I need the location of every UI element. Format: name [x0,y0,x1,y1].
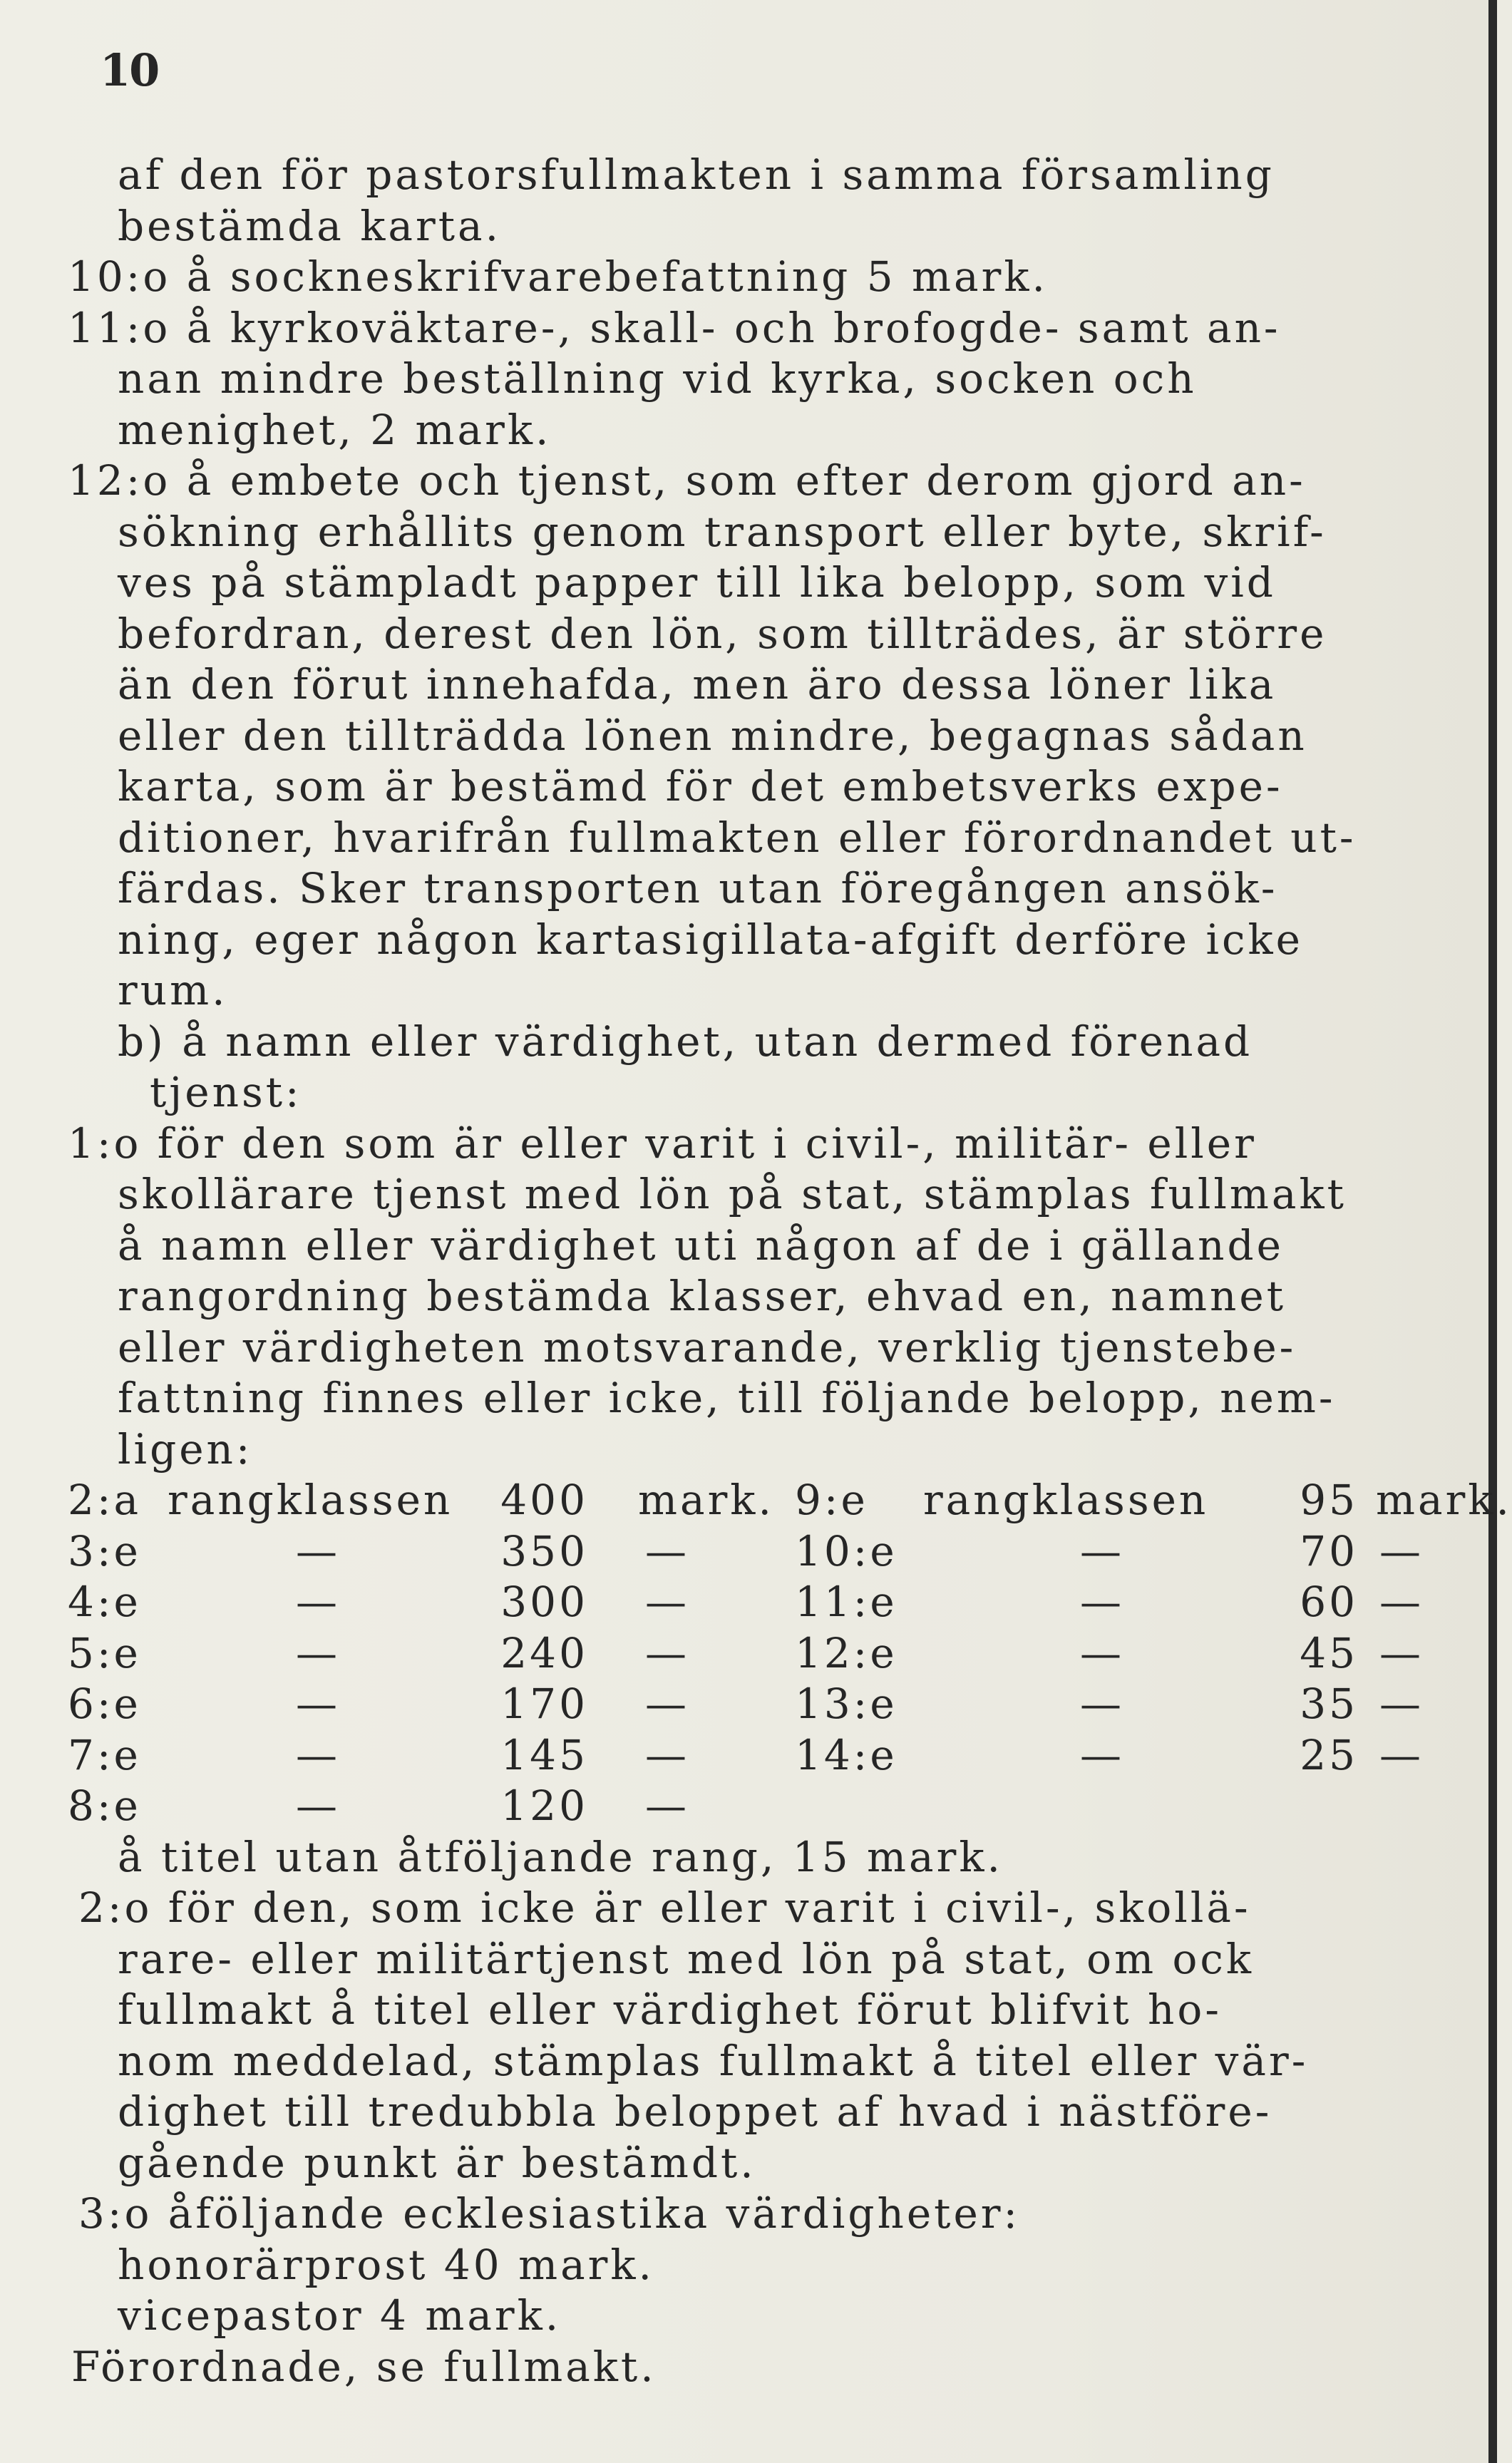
text-line: af den för pastorsfullmakten i samma församling [118,150,1275,199]
table-cell: — [1080,1628,1124,1677]
table-cell: 10:e [795,1526,898,1575]
table-cell: 240 [500,1628,588,1677]
text-line: ligen: [118,1424,253,1474]
table-cell: 6:e [68,1680,141,1728]
rank-table [68,1475,1512,1832]
page-edge [1488,0,1497,2463]
table-cell: 12:e [795,1628,898,1677]
text-line: fattning finnes eller icke, till följande belopp, nem- [118,1374,1336,1422]
table-cell: — [1080,1578,1124,1626]
text-line: 12:o å embete och tjenst, som efter derom gjord an- [68,456,1306,505]
text-line: än den förut innehafda, men äro dessa löner lika [118,660,1277,709]
text-line: sökning erhållits genom transport eller byte, skrif- [118,507,1327,556]
table-cell: 3:e [68,1526,141,1575]
page-number: 10 [100,44,159,96]
table-cell: — [645,1628,689,1677]
table-cell: 300 [500,1578,588,1626]
table-cell: 120 [500,1781,588,1830]
table-cell: 14:e [795,1730,898,1779]
table-row [68,1475,1512,1526]
table-cell: — [1080,1730,1124,1779]
text-line: 1:o för den som är eller varit i civil-, militär- eller [68,1119,1257,1168]
table-cell: — [1379,1578,1424,1626]
text-line: befordran, derest den lön, som tillträdes, är större [118,609,1327,658]
table-cell: 9:e [795,1476,868,1524]
text-line: rum. [118,966,228,1014]
text-line: dighet till tredubbla beloppet af hvad i nästföre- [118,2087,1272,2136]
table-cell: — [296,1628,340,1677]
table-cell: mark. [1376,1476,1512,1524]
table-row [68,1730,1476,1781]
table-cell: — [1379,1680,1424,1728]
table-cell: — [1080,1680,1124,1728]
table-cell: — [1080,1526,1124,1575]
table-row [68,1577,1476,1628]
text-line: eller värdigheten motsvarande, verklig tjenstebe- [118,1322,1297,1372]
table-cell: — [296,1578,340,1626]
table-cell: 95 [1300,1476,1358,1524]
text-line: å titel utan åtföljande rang, 15 mark. [118,1832,1003,1881]
table-cell: 70 [1300,1526,1358,1575]
table-cell: 7:e [68,1730,141,1779]
text-line: eller den tillträdda lönen mindre, begagnas sådan [118,711,1307,760]
text-line: färdas. Sker transporten utan föregången ansök- [118,864,1278,912]
table-cell: — [1379,1730,1424,1779]
table-cell: 45 [1300,1628,1358,1677]
table-cell: 2:a [68,1476,142,1524]
table-cell: 13:e [795,1680,898,1728]
table-cell: 400 [500,1476,588,1524]
text-line: tjenst: [150,1068,302,1116]
text-line: 10:o å sockneskrifvarebefattning 5 mark. [68,252,1048,301]
table-cell: — [296,1526,340,1575]
text-line: 3:o åföljande ecklesiastika värdigheter: [78,2189,1021,2238]
text-line: fullmakt å titel eller värdighet förut blifvit ho- [118,1985,1222,2034]
text-line: 11:o å kyrkoväktare-, skall- och brofogde- samt an- [68,303,1281,352]
text-line: b) å namn eller värdighet, utan dermed förenad [118,1017,1253,1066]
text-line: ditioner, hvarifrån fullmakten eller förordnandet ut- [118,813,1357,862]
table-cell: rangklassen [923,1476,1209,1524]
body-text [68,150,1512,2392]
text-line: å namn eller värdighet uti någon af de i gällande [118,1220,1284,1270]
table-cell: 350 [500,1526,588,1575]
text-line: ves på stämpladt papper till lika belopp, som vid [118,558,1276,607]
table-cell: — [1379,1526,1424,1575]
table-cell: 170 [500,1680,588,1728]
table-cell: rangklassen [168,1476,453,1524]
table-cell: — [645,1680,689,1728]
table-cell: — [296,1680,340,1728]
text-line: rangordning bestämda klasser, ehvad en, namnet [118,1272,1287,1320]
text-line: Förordnade, se fullmakt. [71,2342,657,2391]
table-row [68,1628,1476,1680]
text-line: honorärprost 40 mark. [118,2240,654,2289]
text-line: gående punkt är bestämdt. [118,2138,756,2187]
table-cell: — [645,1578,689,1626]
text-line: karta, som är bestämd för det embetsverks expe- [118,762,1283,811]
table-cell: — [296,1781,340,1830]
text-line: 2:o för den, som icke är eller varit i civil-, skollä- [78,1883,1251,1932]
table-cell: 11:e [795,1578,898,1626]
table-cell: 4:e [68,1578,141,1626]
text-line: vicepastor 4 mark. [118,2291,562,2340]
table-row [68,1679,1476,1730]
table-cell: 35 [1300,1680,1358,1728]
text-line: menighet, 2 mark. [118,405,552,454]
table-cell: — [296,1730,340,1779]
table-cell: — [1379,1628,1424,1677]
table-cell: 8:e [68,1781,141,1830]
table-row [68,1526,1476,1578]
table-cell: — [645,1781,689,1830]
text-line: bestämda karta. [118,201,502,250]
table-cell: 145 [500,1730,588,1779]
table-row [68,1781,1476,1832]
table-cell: mark. [638,1476,774,1524]
text-line: nom meddelad, stämplas fullmakt å titel eller vär- [118,2036,1309,2085]
table-cell: 25 [1300,1730,1358,1779]
text-line: skollärare tjenst med lön på stat, stämplas fullmakt [118,1170,1347,1218]
table-cell: — [645,1526,689,1575]
table-cell: 60 [1300,1578,1358,1626]
table-cell: 5:e [68,1628,141,1677]
text-line: rare- eller militärtjenst med lön på stat, om ock [118,1934,1255,1983]
text-line: ning, eger någon kartasigillata-afgift derföre icke [118,915,1303,964]
table-cell: — [645,1730,689,1779]
text-line: nan mindre beställning vid kyrka, socken och [118,354,1197,403]
